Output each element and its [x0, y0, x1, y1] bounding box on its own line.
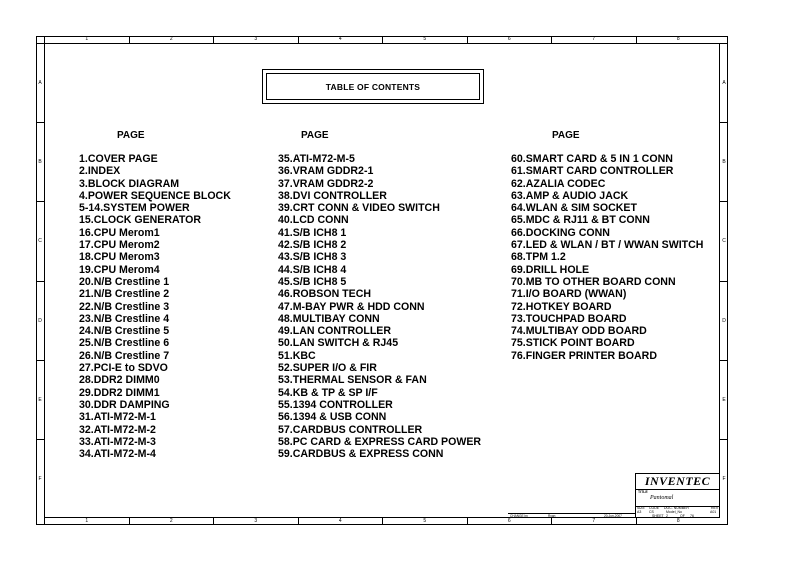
toc-entry: 33.ATI-M72-M-3 [79, 435, 156, 448]
toc-entry: 15.CLOCK GENERATOR [79, 214, 202, 227]
toc-title: TABLE OF CONTENTS [266, 73, 480, 100]
toc-entry: 23.N/B Crestline 4 [79, 312, 170, 325]
rev-label: REV [711, 506, 719, 510]
size-value: A3 [637, 510, 642, 514]
toc-entry: 27.PCI-E to SDVO [79, 362, 168, 375]
toc-entry: 49.LAN CONTROLLER [278, 325, 392, 338]
ruler-row-b: B [36, 122, 44, 201]
toc-entry: 40.LCD CONN [278, 214, 349, 227]
toc-entry: 30.DDR DAMPING [79, 398, 170, 411]
toc-entry: 63.AMP & AUDIO JACK [511, 189, 629, 202]
toc-entry: 73.TOUCHPAD BOARD [511, 312, 627, 325]
toc-entry: 38.DVI CONTROLLER [278, 189, 387, 202]
ruler-column-4: 4 [298, 36, 383, 43]
of-value: 76 [690, 514, 694, 518]
bottom-column-ruler [44, 518, 720, 525]
toc-entry: 28.DDR2 DIMM0 [79, 374, 160, 387]
toc-entry: 76.FINGER PRINTER BOARD [511, 349, 657, 362]
ruler-row-a: A [36, 43, 44, 122]
toc-entry: 4.POWER SEQUENCE BLOCK [79, 189, 231, 202]
toc-entry: 34.ATI-M72-M-4 [79, 448, 156, 461]
toc-entry: 24.N/B Crestline 5 [79, 325, 170, 338]
sheet-value: 2 [666, 514, 668, 518]
ruler-column-5: 5 [382, 518, 467, 525]
toc-entry: 62.AZALIA CODEC [511, 177, 606, 190]
toc-entry: 37.VRAM GDDR2-2 [278, 177, 374, 190]
toc-entry: 45.S/B ICH8 5 [278, 275, 347, 288]
toc-entry: 26.N/B Crestline 7 [79, 349, 170, 362]
column-1-header: PAGE [117, 130, 145, 141]
ruler-row-c: C [36, 201, 44, 280]
toc-entry: 47.M-BAY PWR & HDD CONN [278, 300, 425, 313]
toc-entry: 52.SUPER I/O & FIR [278, 362, 377, 375]
toc-entry: 75.STICK POINT BOARD [511, 337, 635, 350]
toc-entry: 58.PC CARD & EXPRESS CARD POWER [278, 435, 482, 448]
top-column-ruler [44, 36, 720, 43]
meta-rows [636, 506, 719, 518]
ruler-row-e: E [720, 360, 728, 439]
toc-entry: 16.CPU Merom1 [79, 226, 160, 239]
rev-value: A01 [710, 510, 717, 514]
toc-entry: 5-14.SYSTEM POWER [79, 202, 190, 215]
toc-entry: 36.VRAM GDDR2-1 [278, 165, 374, 178]
toc-entry: 48.MULTIBAY CONN [278, 312, 380, 325]
ruler-column-5: 5 [382, 36, 467, 43]
toc-entry: 41.S/B ICH8 1 [278, 226, 347, 239]
toc-entry: 74.MULTIBAY ODD BOARD [511, 325, 647, 338]
ruler-column-6: 6 [467, 518, 552, 525]
ruler-column-3: 3 [213, 36, 298, 43]
toc-entry: 39.CRT CONN & VIDEO SWITCH [278, 202, 440, 215]
toc-entry: 18.CPU Merom3 [79, 251, 160, 264]
right-row-ruler [720, 43, 728, 518]
ruler-column-4: 4 [298, 518, 383, 525]
change-label: CHANGE by [510, 514, 528, 518]
toc-entry: 54.KB & TP & SP I/F [278, 386, 378, 399]
toc-entry: 65.MDC & RJ11 & BT CONN [511, 214, 650, 227]
toc-column-3 [511, 153, 703, 362]
ruler-row-d: D [36, 281, 44, 360]
column-2-header: PAGE [301, 130, 329, 141]
toc-entry: 31.ATI-M72-M-1 [79, 411, 156, 424]
toc-entry: 72.HOTKEY BOARD [511, 300, 612, 313]
toc-entry: 66.DOCKING CONN [511, 226, 610, 239]
toc-entry: 35.ATI-M72-M-5 [278, 153, 355, 165]
ruler-row-f: F [36, 439, 44, 518]
ruler-column-2: 2 [129, 518, 214, 525]
size-label: SIZE [637, 506, 645, 510]
title-block [635, 473, 720, 518]
toc-entry: 56.1394 & USB CONN [278, 411, 387, 424]
company-name: INVENTEC [636, 474, 719, 490]
toc-entry: 25.N/B Crestline 6 [79, 337, 170, 350]
toc-entry: 43.S/B ICH8 3 [278, 251, 347, 264]
ruler-row-d: D [720, 281, 728, 360]
ruler-column-7: 7 [551, 518, 636, 525]
toc-entry: 3.BLOCK DIAGRAM [79, 177, 180, 190]
toc-entry: 2.INDEX [79, 165, 121, 178]
of-label: OF [680, 514, 685, 518]
code-label: CODE [649, 506, 660, 510]
sheet-label: SHEET [652, 514, 664, 518]
toc-entry: 20.N/B Crestline 1 [79, 275, 170, 288]
toc-entry: 70.MB TO OTHER BOARD CONN [511, 275, 676, 288]
ruler-column-1: 1 [44, 36, 129, 43]
ruler-column-8: 8 [636, 36, 721, 43]
ruler-column-8: 8 [636, 518, 721, 525]
ruler-row-f: F [720, 439, 728, 518]
change-date: 20-Jun-2007 [604, 514, 622, 518]
toc-entry: 55.1394 CONTROLLER [278, 398, 393, 411]
toc-entry: 50.LAN SWITCH & RJ45 [278, 337, 399, 350]
toc-entry: 17.CPU Merom2 [79, 239, 160, 252]
toc-entry: 61.SMART CARD CONTROLLER [511, 165, 674, 178]
toc-entry: 69.DRILL HOLE [511, 263, 590, 276]
title-label: TITLE [638, 490, 648, 494]
ruler-column-6: 6 [467, 36, 552, 43]
toc-column-1 [79, 153, 231, 460]
toc-entry: 44.S/B ICH8 4 [278, 263, 347, 276]
toc-entry: 19.CPU Merom4 [79, 263, 160, 276]
toc-entry: 71.I/O BOARD (WWAN) [511, 288, 627, 301]
ruler-row-a: A [720, 43, 728, 122]
toc-entry: 57.CARDBUS CONTROLLER [278, 423, 423, 436]
toc-entry: 68.TPM 1.2 [511, 251, 566, 264]
change-row [508, 513, 635, 519]
left-row-ruler [36, 43, 44, 518]
toc-entry: 46.ROBSON TECH [278, 288, 372, 301]
project-row [636, 489, 719, 507]
doc-value: Model_No [666, 510, 682, 514]
ruler-column-2: 2 [129, 36, 214, 43]
toc-entry: 22.N/B Crestline 3 [79, 300, 170, 313]
toc-title-box [262, 69, 484, 104]
toc-entry: 29.DDR2 DIMM1 [79, 386, 160, 399]
toc-entry: 42.S/B ICH8 2 [278, 239, 347, 252]
toc-entry: 51.KBC [278, 349, 316, 362]
toc-entry: 60.SMART CARD & 5 IN 1 CONN [511, 153, 673, 165]
toc-entry: 1.COVER PAGE [79, 153, 158, 165]
code-value: CS [649, 510, 654, 514]
column-3-header: PAGE [552, 130, 580, 141]
ruler-row-e: E [36, 360, 44, 439]
toc-entry: 67.LED & WLAN / BT / WWAN SWITCH [511, 239, 704, 252]
toc-column-2 [278, 153, 481, 460]
ruler-row-c: C [720, 201, 728, 280]
toc-entry: 59.CARDBUS & EXPRESS CONN [278, 448, 444, 461]
change-by: Ryan [548, 514, 556, 518]
ruler-row-b: B [720, 122, 728, 201]
toc-entry: 53.THERMAL SENSOR & FAN [278, 374, 427, 387]
doc-label: DOC. NUMBER [664, 506, 689, 510]
ruler-column-1: 1 [44, 518, 129, 525]
ruler-column-3: 3 [213, 518, 298, 525]
toc-entry: 21.N/B Crestline 2 [79, 288, 170, 301]
project-name: Pantomal [650, 495, 674, 501]
toc-entry: 32.ATI-M72-M-2 [79, 423, 156, 436]
ruler-column-7: 7 [551, 36, 636, 43]
toc-entry: 64.WLAN & SIM SOCKET [511, 202, 637, 215]
